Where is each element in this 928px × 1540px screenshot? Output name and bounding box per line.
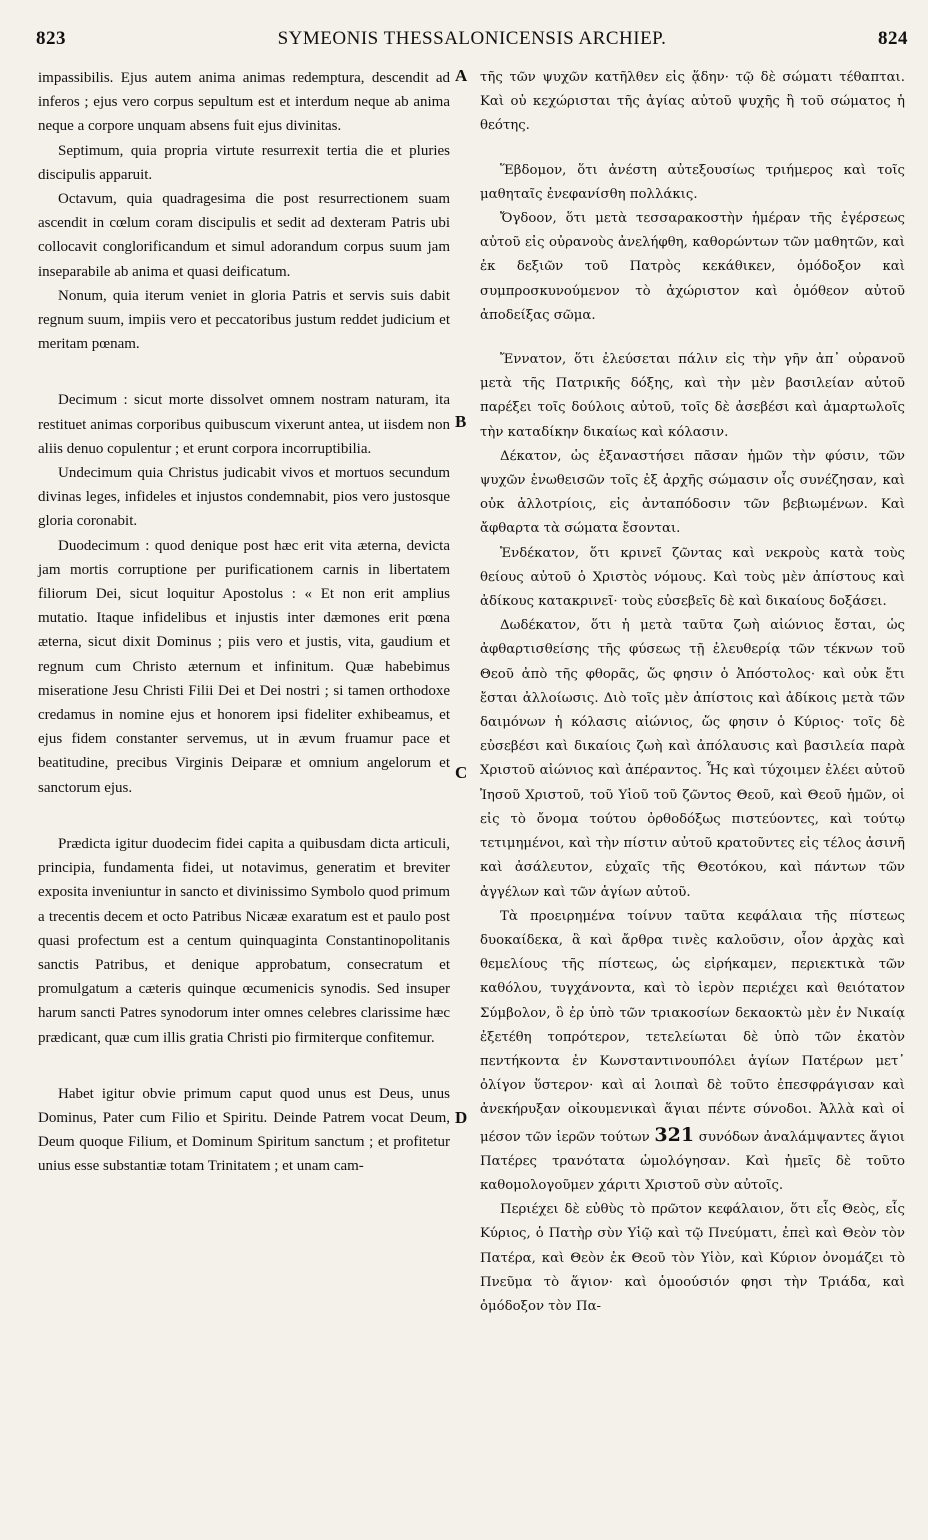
greek-paragraph-text: Τὰ προειρημένα τοίνυν ταῦτα κεφάλαια τῆς πίστεως δυοκαίδεκα, ἃ καὶ ἄρθρα τινὲς καλοῦσιν, οἷον ἀρχὰς καὶ θεμελίους τῆς πίστεως, ὡς εἰρήκαμεν, περιεκτικὰ τῶν καθόλου, τυγχάνοντα, καὶ τὸ ἱερὸν περιέχει καὶ θειότατον Σύμβολον, ὃ ἐρ ὑπὸ τῶν τριακοσίων δεκαοκτὼ μὲν ἐν Νικαίᾳ ἐξετέθη τοπρότερον, τετελείωται δὲ ὑπὸ τῶν ἑκατὸν πεντήκοντα ἐν Κωνσταντινουπόλει ἁγίων Πατέρων μετ᾽ ὀλίγον ὕστερον· καὶ αἱ λοιπαὶ δὲ τοῦτο ἐπεσφράγισαν καὶ ἀνεκήρυξαν οἰκουμενικαὶ ἅγιαι πέντε σύνοδοι. Ἀλλὰ καὶ οἱ μέσον τῶν ἱερῶν τούτων [480, 908, 905, 1145]
latin-paragraph: Duodecimum : quod denique post hæc erit vita æterna, devicta jam mortis corruptione per purificationem carnis in libertatem filiorum Dei, sicut loquitur Apostolus : « Et non erit amplius mutatio. Itaque infidelibus et injustis inter dæmones erit pœna æterna, sicut dixit Dominus ; piis vero et justis, vita, gaudium et regnum cum Christo æternum et infinitum. Quæ habebimus miseratione Jesu Christi Filii Dei et Dei nostri ; si tamen orthodoxe credamus in nomine ejus et honorem ipsi fideliter exhibeamus, et ejus fidem constanter servemus, ut in ævum fruamur pace et beatitudine, precibus Virginis Deiparæ et omnium angelorum et sanctorum ejus. [38, 537, 450, 796]
running-header [36, 28, 908, 54]
margin-marker-c: C [455, 763, 468, 782]
greek-paragraph: τῆς τῶν ψυχῶν κατῆλθεν εἰς ᾅδην· τῷ δὲ σώματι τέθαπται. Καὶ οὐ κεχώρισται τῆς ἁγίας αὐτοῦ ψυχῆς ἢ τοῦ σώματος ἡ θεότης. [480, 70, 905, 134]
greek-paragraph: Ἔννατον, ὅτι ἐλεύσεται πάλιν εἰς τὴν γῆν ἀπ᾽ οὐρανοῦ μετὰ τῆς Πατρικῆς δόξης, καὶ τὴν μὲν βασιλείαν αὐτοῦ παρέξει τοῖς δούλοις αὐτοῦ, τοῖς δὲ ἀσεβέσι καὶ ἁμαρτωλοῖς τὴν καταδίκην δικαίως καὶ κόλασιν. [480, 352, 905, 440]
latin-paragraph: impassibilis. Ejus autem anima animas redemptura, descendit ad inferos ; ejus vero corpus sepultum est et interdum neque ab anima neque a corpore unquam absens fuit ejus divinitas. [38, 70, 450, 135]
greek-paragraph: Ἑνδέκατον, ὅτι κρινεῖ ζῶντας καὶ νεκροὺς κατὰ τοὺς θείους αὐτοῦ ὁ Χριστὸς νόμους. Καὶ τοὺς μὲν ἀπίστους καὶ ἀδίκους κατακρινεῖ· τοὺς εὐσεβεῖς δὲ καὶ δικαίους δοξάσει. [480, 545, 905, 610]
latin-paragraph: Septimum, quia propria virtute resurrexit tertia die et pluries discipulis apparuit. [38, 142, 450, 183]
margin-marker-d: D [455, 1108, 468, 1127]
margin-marker-a: A [455, 66, 468, 85]
greek-paragraph [480, 905, 905, 1198]
greek-column [480, 66, 905, 1319]
column-number: 321 [654, 1123, 695, 1146]
latin-paragraph: Habet igitur obvie primum caput quod unus est Deus, unus Dominus, Pater cum Filio et Spiritu. Deinde Patrem vocat Deum, Deum quoque Filium, et Dominum Spiritum sanctum ; et profitetur unius esse substantiæ totam Trinitatem ; et unam cam- [38, 1085, 450, 1175]
latin-paragraph: Nonum, quia iterum veniet in gloria Patris et servis suis dabit regnum suum, impiis vero et peccatoribus justum reddet judicium et meritam pœnam. [38, 287, 450, 353]
greek-paragraph-text: συνόδων ἀναλάμψαντες ἅγιοι Πατέρες τρανότατα ὡμολόγησαν. Καὶ ἡμεῖς δὲ τοῦτο καθομολογοῦμεν χάριτι Χριστοῦ σὺν αὐτοῖς. [480, 1129, 906, 1193]
latin-column [38, 66, 450, 1179]
margin-marker-b: B [455, 412, 467, 431]
latin-paragraph: Undecimum quia Christus judicabit vivos et mortuos secundum divinas leges, infideles et injustos condemnabit, pios vero justosque gloria coronabit. [38, 465, 450, 530]
greek-paragraph: Περιέχει δὲ εὐθὺς τὸ πρῶτον κεφάλαιον, ὅτι εἷς Θεὸς, εἷς Κύριος, ὁ Πατὴρ σὺν Υἱῷ καὶ τῷ Πνεύματι, ἐπεὶ καὶ Θεὸν τὸν Πατέρα, καὶ Θεὸν ἐκ Θεοῦ τὸν Υἱὸν, καὶ Κύριον ὀνομάζει τὸ Πνεῦμα τὸ ἅγιον· καὶ ὁμοούσιόν φησι τὴν Τριάδα, καὶ ὁμόδοξον τὸν Πα- [480, 1202, 905, 1314]
greek-paragraph: Δέκατον, ὡς ἐξαναστήσει πᾶσαν ἡμῶν τὴν φύσιν, τῶν ψυχῶν ἑνωθεισῶν τοῖς ἐξ ἀρχῆς σώμασιν οἷς συνέζησαν, καὶ οὐκ ἀλλοτρίοις, εἰς ἀνταπόδοσιν τῶν βεβιωμένων. Καὶ ἄφθαρτα τὰ σώματα ἔσονται. [480, 448, 905, 537]
right-page-number: 824 [878, 28, 908, 49]
left-page-number: 823 [36, 28, 66, 49]
running-title: SYMEONIS THESSALONICENSIS ARCHIEP. [277, 28, 667, 49]
greek-paragraph: Ὄγδοον, ὅτι μετὰ τεσσαρακοστὴν ἡμέραν τῆς ἐγέρσεως αὐτοῦ εἰς οὐρανοὺς ἀνελήφθη, καθορώντων τῶν μαθητῶν, καὶ ἐκ δεξιῶν τοῦ Πατρὸς κεκάθικεν, ὁμόδοξον καὶ συμπροσκυνούμενον τὸ ἀχώριστον καὶ ὁμόθεον αὐτοῦ ἀποδείξας σῶμα. [480, 211, 905, 323]
latin-paragraph: Decimum : sicut morte dissolvet omnem nostram naturam, ita restituet animas corporibus quibuscum vixerunt antea, ut iisdem non aliis denuo copulentur ; et erunt corpora incorruptibilia. [38, 392, 450, 457]
greek-paragraph: Ἕβδομον, ὅτι ἀνέστη αὐτεξουσίως τριήμερος καὶ τοῖς μαθηταῖς ἐνεφανίσθη πολλάκις. [480, 162, 905, 202]
latin-paragraph: Octavum, quia quadragesima die post resurrectionem suam ascendit in cœlum coram discipulis et sedit ad dexteram Patris ubi collocavit conglorificandum et simul adorandum corpus suum jam inseparabile ab anima et quasi deificatum. [38, 191, 450, 280]
greek-paragraph: Δωδέκατον, ὅτι ἡ μετὰ ταῦτα ζωὴ αἰώνιος ἔσται, ὡς ἀφθαρτισθείσης τῆς φύσεως τῇ ἐλευθερίᾳ τῶν τέκνων τοῦ Θεοῦ ἀπὸ τῆς φθορᾶς, ὥς φησιν ὁ Ἀπόστολος· καὶ οὐκ ἔτι ἔσται ἀλλοίωσις. Διὸ τοῖς μὲν ἀπίστοις καὶ ἀδίκοις μετὰ τῶν δαιμόνων ἡ κόλασις αἰώνιος, ὥς φησιν ὁ Κύριος· τοῖς δὲ εὐσεβέσι καὶ δικαίοις ζωὴ καὶ ἀπόλαυσις καὶ βασιλεία παρὰ Χριστοῦ αἰώνιος καὶ ἀπέραντος. Ἧς καὶ τύχοιμεν ἐλέει αὐτοῦ Ἰησοῦ Χριστοῦ, τοῦ Υἱοῦ τοῦ ζῶντος Θεοῦ, καὶ Θεοῦ ἡμῶν, οἱ εἰς τὸ ὄνομα τούτου ὀρθοδόξως πιστεύοντες, καὶ τούτῳ τετιμημένοι, καὶ τὴν πίστιν αὐτοῦ κρατοῦντες εἰς τέλος ἀσινῆ καὶ ἀσάλευτον, εὐχαῖς τῆς Θεοτόκου, καὶ πάντων τῶν ἀγγέλων καὶ τῶν ἁγίων αὐτοῦ. [480, 618, 905, 900]
latin-paragraph: Prædicta igitur duodecim fidei capita a quibusdam dicta articuli, principia, fundamenta fidei, ut notavimus, generatim et breviter exposita inveniuntur in sancto et divinissimo Symbolo quod primum a trecentis decem et octo Patribus Nicææ exaratum est et paulo post quasi profectum est a centum quinquaginta Constantinopolitanis sanctis Patribus, et denique approbatum, consecratum et promulgatum a cæteris quinque œcumenicis synodis. Sed insuper harum sancti Patres synodorum inter omnes celebres clarissime hæc prædicant, quæ cum illis gratia Christi pio firmiterque confitemur. [38, 835, 450, 1046]
